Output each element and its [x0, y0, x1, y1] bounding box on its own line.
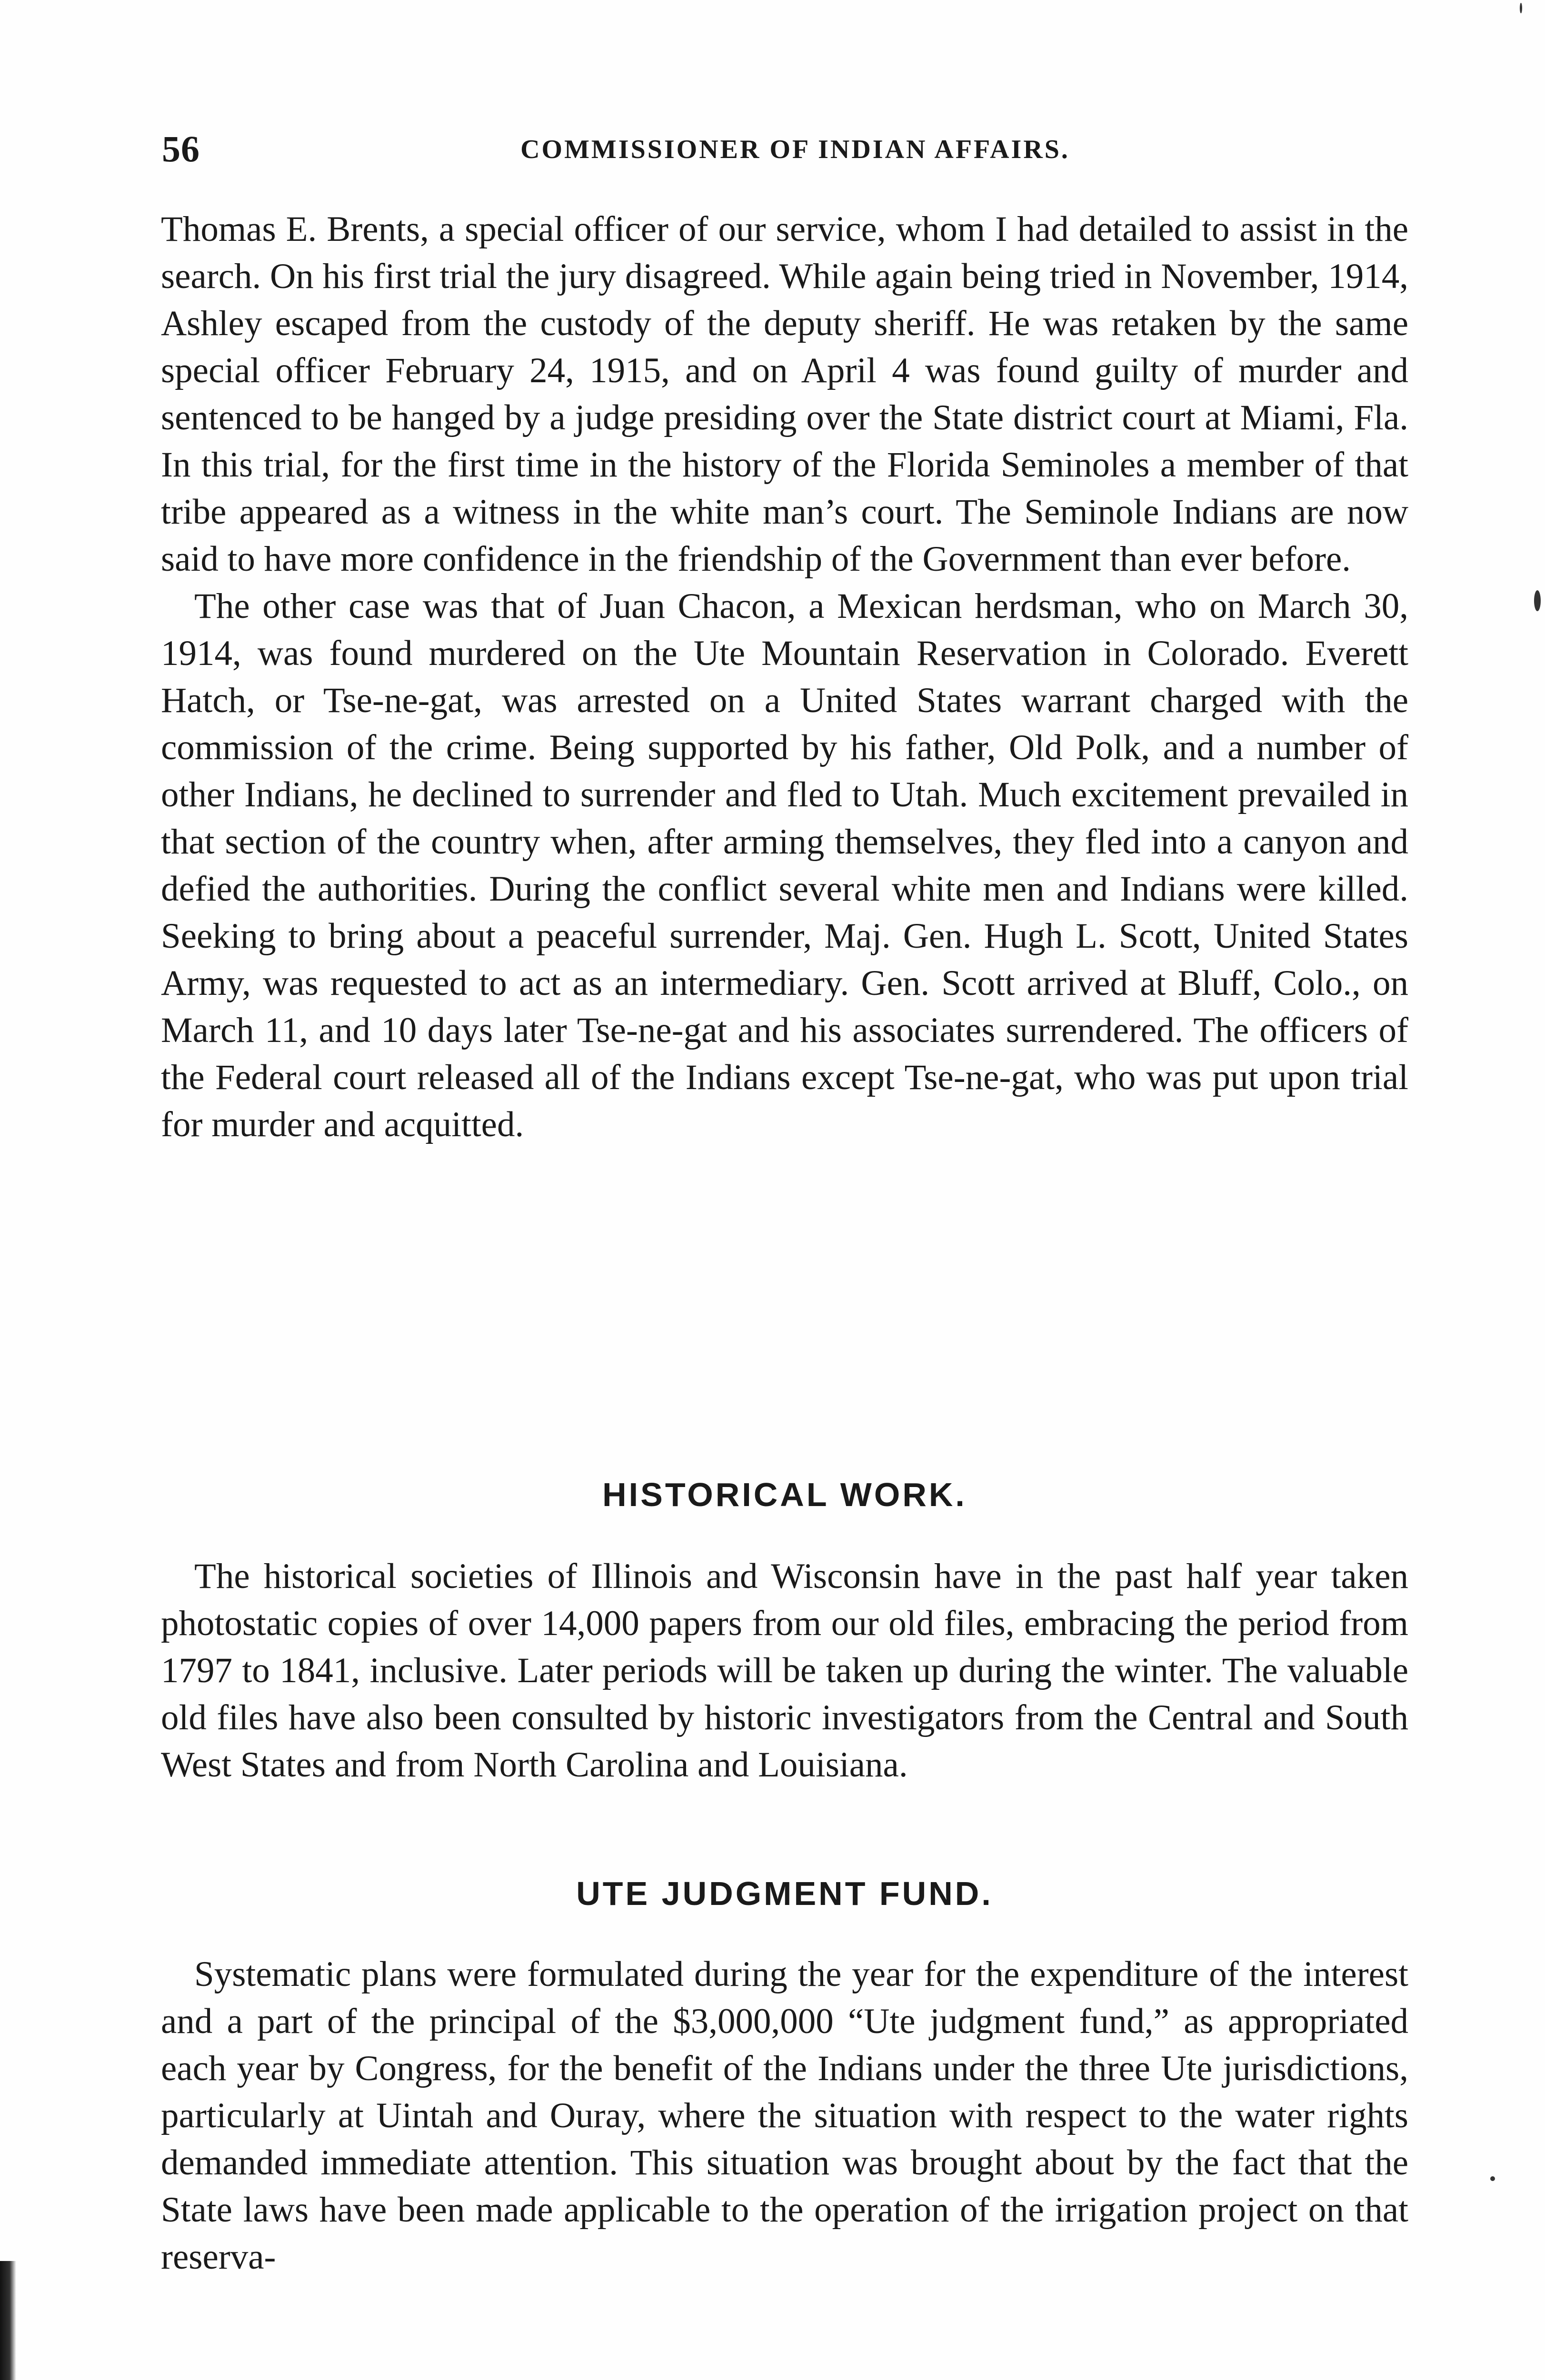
paragraph-historical-societies: The historical societies of Illinois and Wisconsin have in the past half year taken photostatic copies of over 14,000 papers from our old files, embracing the period from 1797 to 1841, inclusive. Later periods will be taken up during the winter. The valuable old files have also been consulted by historic investigators from the Central and South West States and from North Carolina and Louisiana.	[161, 1557, 1408, 1785]
paragraph-chacon-case: The other case was that of Juan Chacon, a Mexican herdsman, who on March 30, 1914, was found murdered on the Ute Mountain Reservation in Colorado. Everett Hatch, or Tse-ne-gat, was arrested on a United States warrant charged with the commission of the crime. Being supported by his father, Old Polk, and a number of other Indians, he declined to surrender and fled to Utah. Much excitement prevailed in that section of the country when, after arming themselves, they fled into a canyon and defied the authorities. During the conflict several white men and Indians were killed. Seeking to bring about a peaceful surrender, Maj. Gen. Hugh L. Scott, United States Army, was requested to act as an intermediary. Gen. Scott arrived at Bluff, Colo., on March 11, and 10 days later Tse-ne-gat and his associates surrendered. The officers of the Federal court released all of the Indians except Tse-ne-gat, who was put upon trial for murder and acquitted.	[161, 586, 1408, 1144]
paragraph-brents-ashley: Thomas E. Brents, a special officer of our service, whom I had detailed to assist in the search. On his first trial the jury disagreed. While again being tried in November, 1914, Ashley escaped from the custody of the deputy sheriff. He was retaken by the same special officer February 24, 1915, and on April 4 was found guilty of murder and sentenced to be hanged by a judge presiding over the State district court at Miami, Fla. In this trial, for the first time in the history of the Florida Seminoles a member of that tribe appeared as a witness in the white man’s court. The Seminole Indians are now said to have more confidence in the friendship of the Government than ever before.	[161, 209, 1408, 579]
heading-historical-work: HISTORICAL WORK.	[602, 1476, 967, 1513]
text-block-ute-judgment-fund	[161, 1951, 1408, 2281]
heading-ute-judgment-fund: UTE JUDGMENT FUND.	[576, 1875, 993, 1912]
scan-speck	[1490, 2176, 1495, 2181]
scan-page-edge-left	[0, 2261, 16, 2380]
page-number: 56	[162, 128, 200, 169]
text-block-case-reports	[161, 206, 1408, 1148]
running-head	[162, 128, 1428, 175]
paragraph-ute-fund: Systematic plans were formulated during the year for the expenditure of the interest and a part of the principal of the $3,000,000 “Ute judgment fund,” as appropriated each year by Congress, for the benefit of the Indians under the three Ute jurisdictions, particularly at Uintah and Ouray, where the situation with respect to the water rights demanded immediate attention. This situation was brought about by the fact that the State laws have been made applicable to the operation of the irrigation project on that reserva-	[161, 1954, 1408, 2277]
scan-speck	[1534, 590, 1541, 611]
text-block-historical-work	[161, 1553, 1408, 1788]
scan-speck	[1520, 3, 1522, 13]
running-title: COMMISSIONER OF INDIAN AFFAIRS.	[520, 135, 1070, 164]
